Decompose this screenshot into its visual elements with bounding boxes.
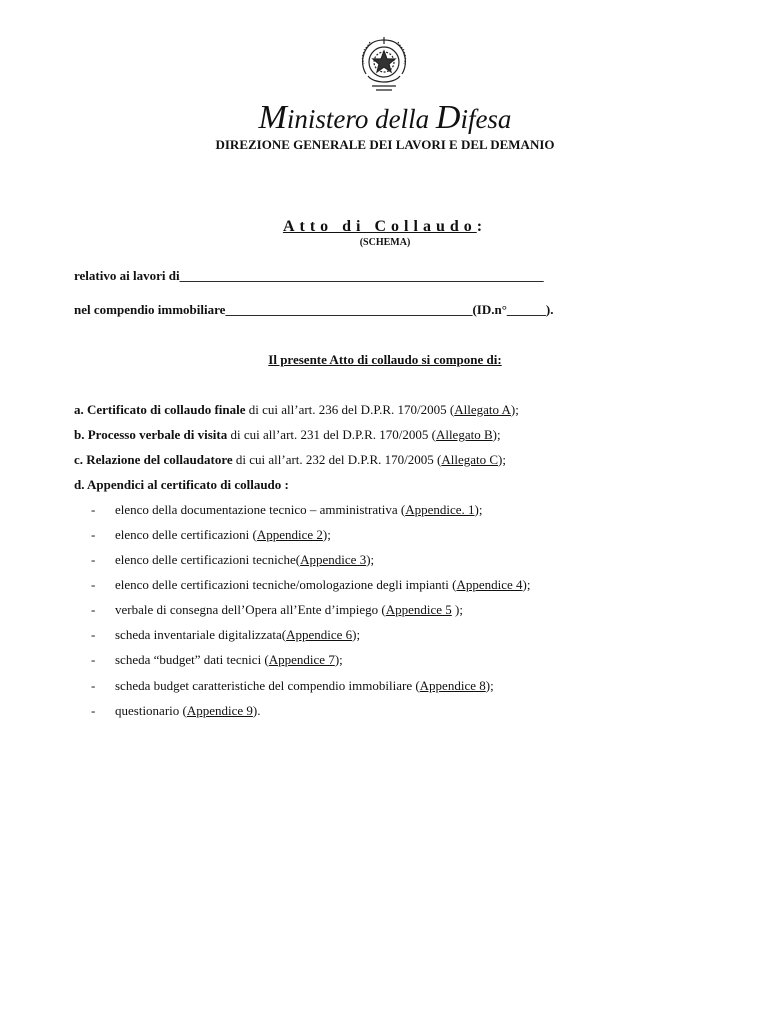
list-dash: - [91,602,96,617]
list-dash: - [91,678,96,693]
lavori-label: relativo ai lavori di [74,268,180,283]
ministry-title [0,100,770,137]
appendice-2-link[interactable]: Appendice 2 [256,527,323,542]
appendix-6-item [115,627,360,643]
appendix-1-text: elenco della documentazione tecnico – amministrativa ( [115,502,406,517]
item-a-end: ); [510,402,519,417]
appendix-8-end: ); [485,678,494,693]
list-dash: - [91,552,96,567]
list-dash: - [91,577,96,592]
compendio-label: nel compendio immobiliare [74,302,226,317]
item-c-bold: c. Relazione del collaudatore [74,452,233,467]
appendix-6-text: scheda inventariale digitalizzata( [115,627,287,642]
section-title: Il presente Atto di collaudo si compone di: [268,352,502,367]
italian-republic-emblem-icon [356,34,412,96]
allegato-c-link[interactable]: Allegato C [441,452,499,467]
appendix-1-item [115,502,482,518]
appendix-1-end: ); [474,502,483,517]
id-label: (ID.n° [472,302,507,317]
appendice-8-link[interactable]: Appendice 8 [419,678,486,693]
appendix-8-item [115,678,494,694]
appendice-1-link[interactable]: Appendice. 1 [405,502,475,517]
appendice-6-link[interactable]: Appendice 6 [286,627,353,642]
allegato-a-link[interactable]: Allegato A [454,402,511,417]
list-dash: - [91,703,96,718]
appendix-2-item [115,527,331,543]
appendix-7-text: scheda “budget” dati tecnici ( [115,652,269,667]
appendice-9-link[interactable]: Appendice 9 [186,703,253,718]
document-title-text: Atto di Collaudo [282,218,477,235]
document-title-colon: : [476,218,488,235]
appendix-3-end: ); [366,552,375,567]
list-dash: - [91,527,96,542]
id-blank: ______ [506,302,546,317]
appendice-7-link[interactable]: Appendice 7 [268,652,335,667]
item-b-text: di cui all’art. 231 del D.P.R. 170/2005 ( [227,427,436,442]
appendix-3-item [115,552,374,568]
appendix-6-end: ); [352,627,361,642]
appendix-7-item [115,652,343,668]
item-d-bold: d. Appendici al certificato di collaudo : [74,477,289,492]
appendix-3-text: elenco delle certificazioni tecniche( [115,552,301,567]
appendix-5-end: ); [451,602,463,617]
allegato-b-link[interactable]: Allegato B [435,427,493,442]
compendio-field[interactable] [74,302,554,318]
appendice-4-link[interactable]: Appendice 4 [456,577,523,592]
item-c [74,452,506,468]
item-b-end: ); [492,427,501,442]
list-dash: - [91,502,96,517]
lavori-field[interactable] [74,268,544,284]
appendix-5-text: verbale di consegna dell’Opera all’Ente d’impiego ( [115,602,386,617]
appendix-2-text: elenco delle certificazioni ( [115,527,257,542]
appendix-2-end: ); [322,527,331,542]
appendix-9-end: ). [252,703,261,718]
appendix-5-item [115,602,463,618]
ministry-mid: inistero della [286,104,436,134]
schema-subtitle: (SCHEMA) [359,237,411,248]
item-c-text: di cui all’art. 232 del D.P.R. 170/2005 ( [232,452,442,467]
appendice-3-link[interactable]: Appendice 3 [300,552,367,567]
appendix-4-end: ); [522,577,531,592]
id-end: ). [545,302,554,317]
appendix-7-end: ); [334,652,343,667]
item-b-bold: b. Processo verbale di visita [74,427,228,442]
item-a [74,402,519,418]
appendix-9-text: questionario ( [115,703,187,718]
appendice-5-link[interactable]: Appendice 5 [385,602,452,617]
item-a-bold: a. Certificato di collaudo finale [74,402,246,417]
item-d [74,477,289,493]
appendix-4-item [115,577,530,593]
direzione-heading: DIREZIONE GENERALE DEI LAVORI E DEL DEMANIO [215,137,555,152]
ministry-end: ifesa [460,104,512,134]
appendix-4-text: elenco delle certificazioni tecniche/omologazione degli impianti ( [115,577,457,592]
item-b [74,427,501,443]
compendio-blank: ______________________________________ [225,302,473,317]
list-dash: - [91,652,96,667]
item-a-text: di cui all’art. 236 del D.P.R. 170/2005 ( [245,402,455,417]
ministry-cap-d: D [435,99,461,136]
ministry-cap-m: M [258,99,287,136]
lavori-blank: ________________________________________________________ [179,268,544,283]
document-title [0,218,770,236]
item-c-end: ); [498,452,506,467]
appendix-8-text: scheda budget caratteristiche del compendio immobiliare ( [115,678,420,693]
appendix-9-item [115,703,261,719]
list-dash: - [91,627,96,642]
